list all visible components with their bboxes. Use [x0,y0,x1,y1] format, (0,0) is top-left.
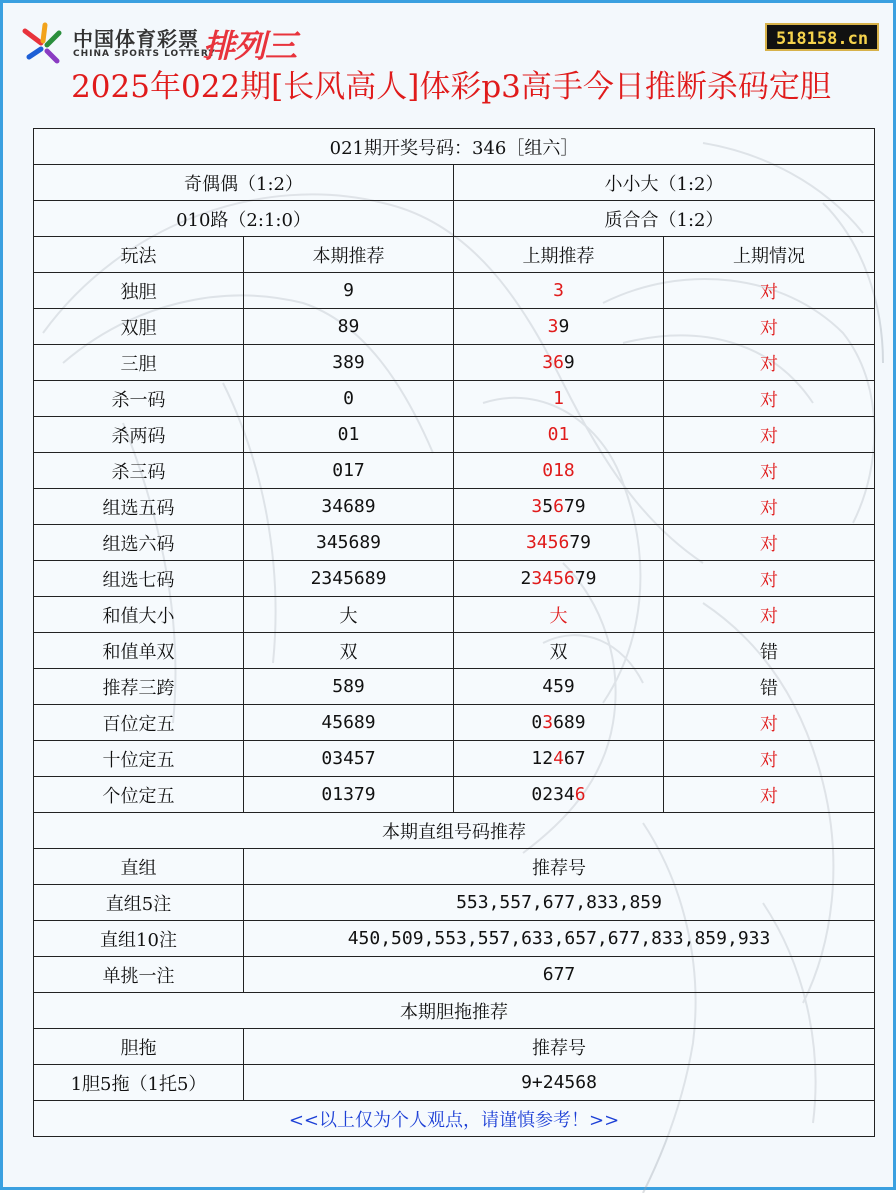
logo-brand-text: 排列三 [203,27,297,65]
previous-recommend [454,453,664,489]
previous-result: 对 [664,741,875,777]
play-name: 推荐三跨 [34,669,244,705]
direct-label: 直组5注 [34,885,244,921]
table-row [34,705,875,741]
current-recommend: 0 [244,381,454,417]
miss-digits: 0 [531,712,543,733]
play-name: 组选七码 [34,561,244,597]
dantuo-section-title: 本期胆拖推荐 [34,993,875,1029]
previous-recommend [454,309,664,345]
hit-digits: 6 [574,784,586,805]
play-name: 和值大小 [34,597,244,633]
previous-recommend [454,381,664,417]
direct-value: 553,557,677,833,859 [244,885,875,921]
table-row [34,453,875,489]
play-name: 十位定五 [34,741,244,777]
current-recommend: 389 [244,345,454,381]
hit-digits: 3 [553,280,564,301]
current-recommend: 2345689 [244,561,454,597]
current-recommend: 03457 [244,741,454,777]
hit-digits: 3456 [531,568,575,589]
table-row [34,597,875,633]
table-row [34,273,875,309]
table-row [34,741,875,777]
miss-digits: 9 [563,352,575,373]
pattern-row-2 [34,201,875,237]
footer-note: <<以上仅为个人观点，请谨慎参考！>> [34,1101,875,1137]
table-row [34,381,875,417]
page-header [3,3,896,123]
previous-result: 对 [664,489,875,525]
play-name: 杀三码 [34,453,244,489]
logo-chinese-text: 中国体育彩票 [73,27,199,51]
dantuo-value: 9+24568 [244,1065,875,1101]
table-row [34,633,875,669]
table-row [34,669,875,705]
table-row [34,525,875,561]
previous-recommend [454,705,664,741]
dantuo-header-label: 胆拖 [34,1029,244,1065]
miss-digits: 0234 [531,784,575,805]
hit-digits: 3 [531,496,543,517]
hit-digits: 1 [553,388,564,409]
prediction-table [33,128,875,1137]
previous-recommend [454,741,664,777]
previous-recommend [454,561,664,597]
previous-result: 对 [664,525,875,561]
previous-result: 对 [664,417,875,453]
table-row [34,885,875,921]
previous-recommend [454,669,664,705]
miss-digits: 459 [542,676,575,697]
current-recommend: 345689 [244,525,454,561]
direct-label: 直组10注 [34,921,244,957]
table-row [34,561,875,597]
current-recommend: 45689 [244,705,454,741]
previous-recommend [454,597,664,633]
current-recommend: 双 [244,633,454,669]
hit-digits: 36 [542,352,564,373]
play-name: 组选五码 [34,489,244,525]
miss-digits: 9 [558,316,570,337]
hit-digits: 3 [547,316,559,337]
table-row [34,417,875,453]
hit-digits: 3 [542,712,554,733]
miss-digits: 79 [569,532,592,553]
hit-digits: 6 [553,496,564,517]
miss-digits: 2 [520,568,532,589]
col-header-prev: 上期推荐 [454,237,664,273]
direct-header-value: 推荐号 [244,849,875,885]
play-name: 杀一码 [34,381,244,417]
previous-result: 错 [664,669,875,705]
miss-digits: 5 [542,496,554,517]
hit-digits: 018 [542,460,575,481]
current-recommend: 017 [244,453,454,489]
miss-digits: 12 [531,748,554,769]
previous-recommend [454,345,664,381]
dantuo-header-row [34,1029,875,1065]
previous-recommend [454,489,664,525]
miss-digits: 689 [553,712,586,733]
current-recommend: 01379 [244,777,454,813]
size-pattern: 小小大（1:2） [454,165,875,201]
previous-result: 对 [664,309,875,345]
table-row [34,777,875,813]
play-name: 独胆 [34,273,244,309]
logo-english-text: CHINA SPORTS LOTTERY [73,49,216,59]
hit-digits: 01 [547,424,570,445]
previous-result: 对 [664,597,875,633]
direct-header-label: 直组 [34,849,244,885]
table-row [34,921,875,957]
hit-digits: 4 [553,748,564,769]
table-row [34,309,875,345]
table-row [34,957,875,993]
current-recommend: 34689 [244,489,454,525]
current-recommend: 589 [244,669,454,705]
route-pattern: 010路（2:1:0） [34,201,454,237]
previous-recommend [454,633,664,669]
miss-digits: 67 [563,748,586,769]
draw-result: 021期开奖号码：346［组六］ [34,129,875,165]
play-name: 组选六码 [34,525,244,561]
table-row [34,1065,875,1101]
footer-row [34,1101,875,1137]
play-name: 杀两码 [34,417,244,453]
col-header-play: 玩法 [34,237,244,273]
miss-digits: 双 [549,641,568,663]
previous-result: 对 [664,777,875,813]
direct-section-title-row [34,813,875,849]
miss-digits: 79 [563,496,586,517]
play-name: 百位定五 [34,705,244,741]
direct-header-row [34,849,875,885]
previous-result: 对 [664,705,875,741]
previous-result: 对 [664,381,875,417]
dantuo-section-title-row [34,993,875,1029]
column-header-row [34,237,875,273]
dantuo-label: 1胆5拖（1托5） [34,1065,244,1101]
previous-result: 对 [664,273,875,309]
table-row [34,345,875,381]
page-title: 2025年022期[长风高人]体彩p3高手今日推断杀码定胆 [71,69,831,105]
previous-recommend [454,273,664,309]
direct-label: 单挑一注 [34,957,244,993]
draw-result-row [34,129,875,165]
current-recommend: 01 [244,417,454,453]
previous-recommend [454,777,664,813]
play-name: 个位定五 [34,777,244,813]
odd-even-pattern: 奇偶偶（1:2） [34,165,454,201]
previous-recommend [454,525,664,561]
previous-result: 错 [664,633,875,669]
direct-section-title: 本期直组号码推荐 [34,813,875,849]
hit-digits: 大 [549,605,568,627]
play-name: 双胆 [34,309,244,345]
table-row [34,489,875,525]
previous-recommend [454,417,664,453]
previous-result: 对 [664,345,875,381]
pattern-row-1 [34,165,875,201]
play-name: 三胆 [34,345,244,381]
current-recommend: 89 [244,309,454,345]
current-recommend: 大 [244,597,454,633]
lottery-logo-icon [21,21,65,65]
direct-value: 677 [244,957,875,993]
col-header-current: 本期推荐 [244,237,454,273]
previous-result: 对 [664,561,875,597]
direct-value: 450,509,553,557,633,657,677,833,859,933 [244,921,875,957]
prime-pattern: 质合合（1:2） [454,201,875,237]
hit-digits: 3456 [525,532,570,553]
previous-result: 对 [664,453,875,489]
dantuo-header-value: 推荐号 [244,1029,875,1065]
miss-digits: 79 [574,568,597,589]
site-badge[interactable]: 518158.cn [765,23,879,51]
play-name: 和值单双 [34,633,244,669]
current-recommend: 9 [244,273,454,309]
col-header-result: 上期情况 [664,237,875,273]
